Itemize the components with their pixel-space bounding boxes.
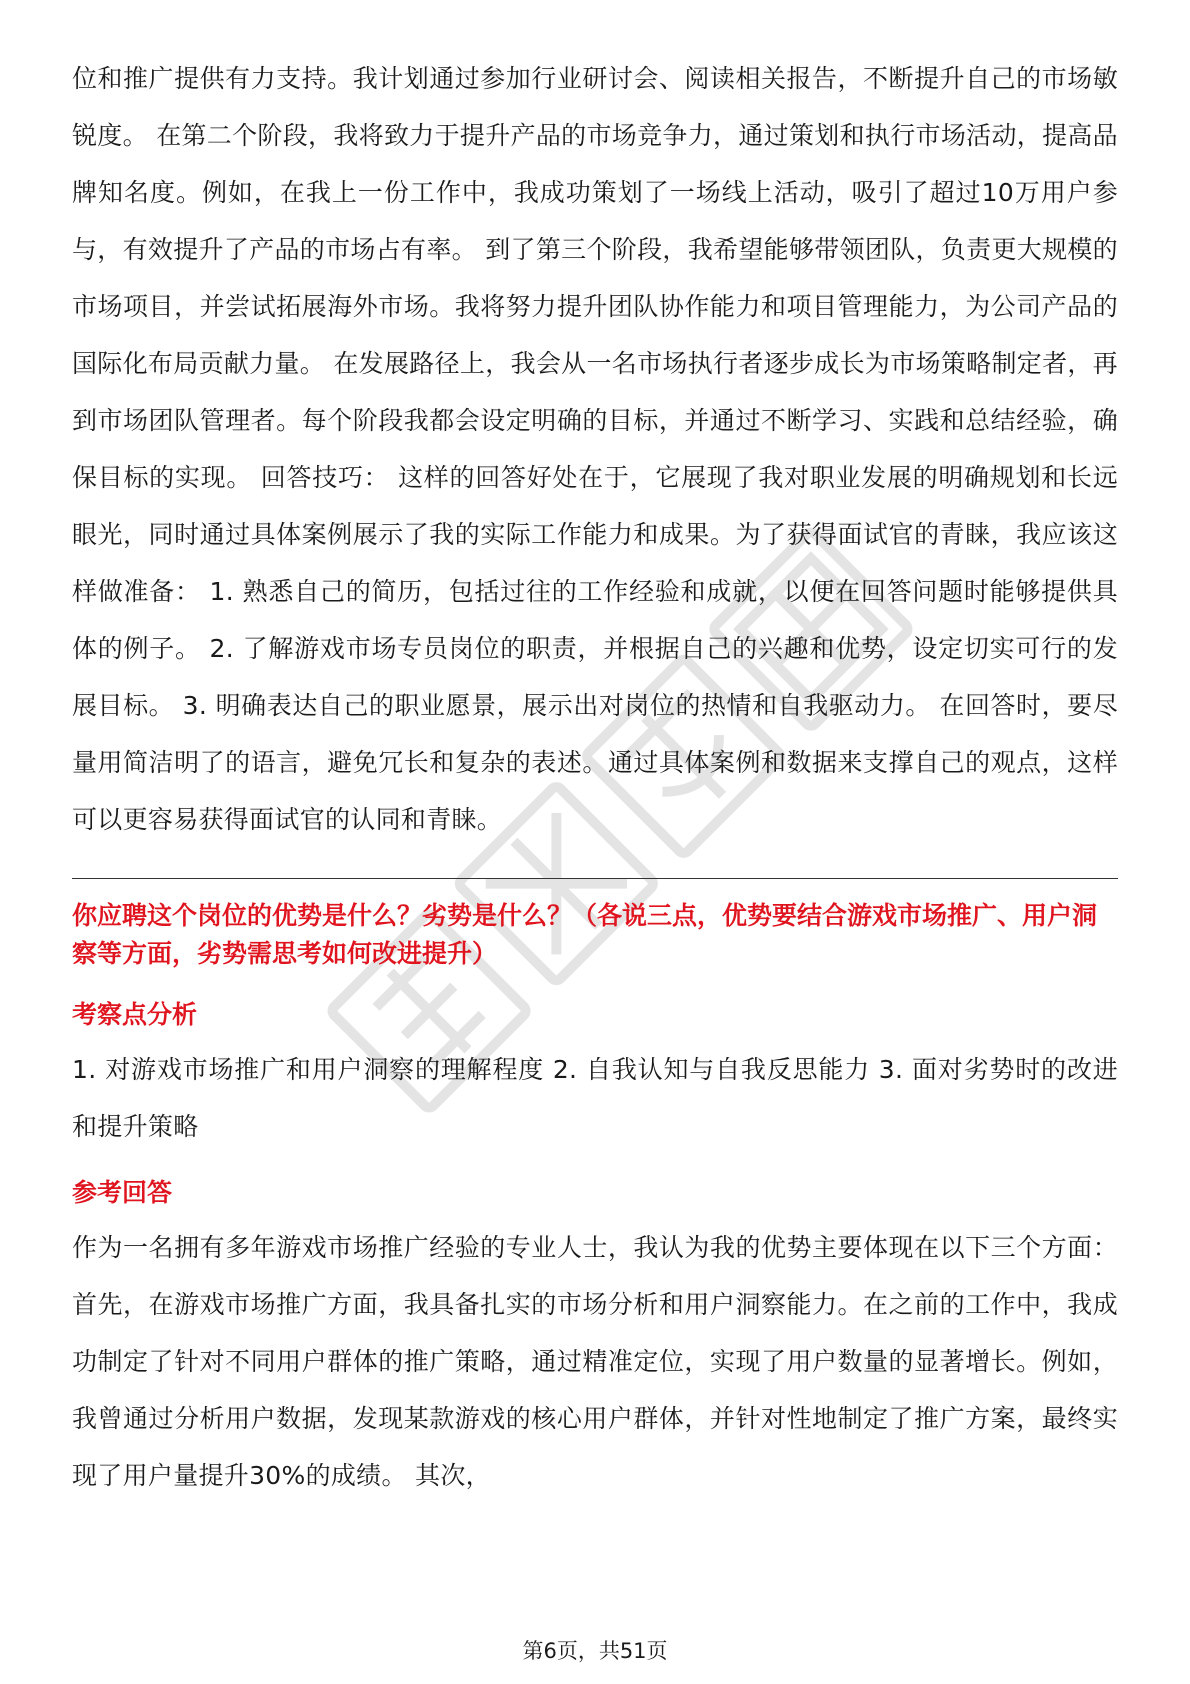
analysis-heading: 考察点分析 [72, 1000, 198, 1029]
answer-section [72, 1173, 1118, 1504]
analysis-text: 1. 对游戏市场推广和用户洞察的理解程度 2. 自我认知与自我反思能力 3. 面对劣势时的改进和提升策略 [72, 1055, 1118, 1141]
content-area [72, 50, 1118, 1522]
answer-text: 作为一名拥有多年游戏市场推广经验的专业人士，我认为我的优势主要体现在以下三个方面： 首先，在游戏市场推广方面，我具备扎实的市场分析和用户洞察能力。在之前的工作中，我成功制定了针对不同用户群体的推广策略，通过精准定位，实现了用户数量的显著增长。例如，我曾通过分析用户数据，发现某款游戏的核心用户群体，并针对性地制定了推广方案，最终实现了用户量提升30%的成绩。 其次， [72, 1233, 1118, 1490]
body-paragraph: 位和推广提供有力支持。我计划通过参加行业研讨会、阅读相关报告，不断提升自己的市场敏锐度。 在第二个阶段，我将致力于提升产品的市场竞争力，通过策划和执行市场活动，提高品牌知名度。例如，在我上一份工作中，我成功策划了一场线上活动，吸引了超过10万用户参与，有效提升了产品的市场占有率。 到了第三个阶段，我希望能够带领团队，负责更大规模的市场项目，并尝试拓展海外市场。我将努力提升团队协作能力和项目管理能力，为公司产品的国际化布局贡献力量。 在发展路径上，我会从一名市场执行者逐步成长为市场策略制定者，再到市场团队管理者。每个阶段我都会设定明确的目标，并通过不断学习、实践和总结经验，确保目标的实现。 回答技巧： 这样的回答好处在于，它展现了我对职业发展的明确规划和长远眼光，同时通过具体案例展示了我的实际工作能力和成果。为了获得面试官的青睐，我应该这样做准备： 1. 熟悉自己的简历，包括过往的工作经验和成就，以便在回答问题时能够提供具体的例子。 2. 了解游戏市场专员岗位的职责，并根据自己的兴趣和优势，设定切实可行的发展目标。 3. 明确表达自己的职业愿景，展示出对岗位的热情和自我驱动力。 在回答时，要尽量用简洁明了的语言，避免冗长和复杂的表述。通过具体案例和数据来支撑自己的观点，这样可以更容易获得面试官的认同和青睐。 [72, 64, 1118, 834]
analysis-section [72, 995, 1118, 1155]
section-divider [72, 878, 1118, 879]
interview-question: 你应聘这个岗位的优势是什么？劣势是什么？（各说三点，优势要结合游戏市场推广、用户洞察等方面，劣势需思考如何改进提升） [72, 901, 1098, 968]
answer-heading: 参考回答 [72, 1178, 173, 1207]
page-number: 第6页，共51页 [522, 1639, 668, 1663]
